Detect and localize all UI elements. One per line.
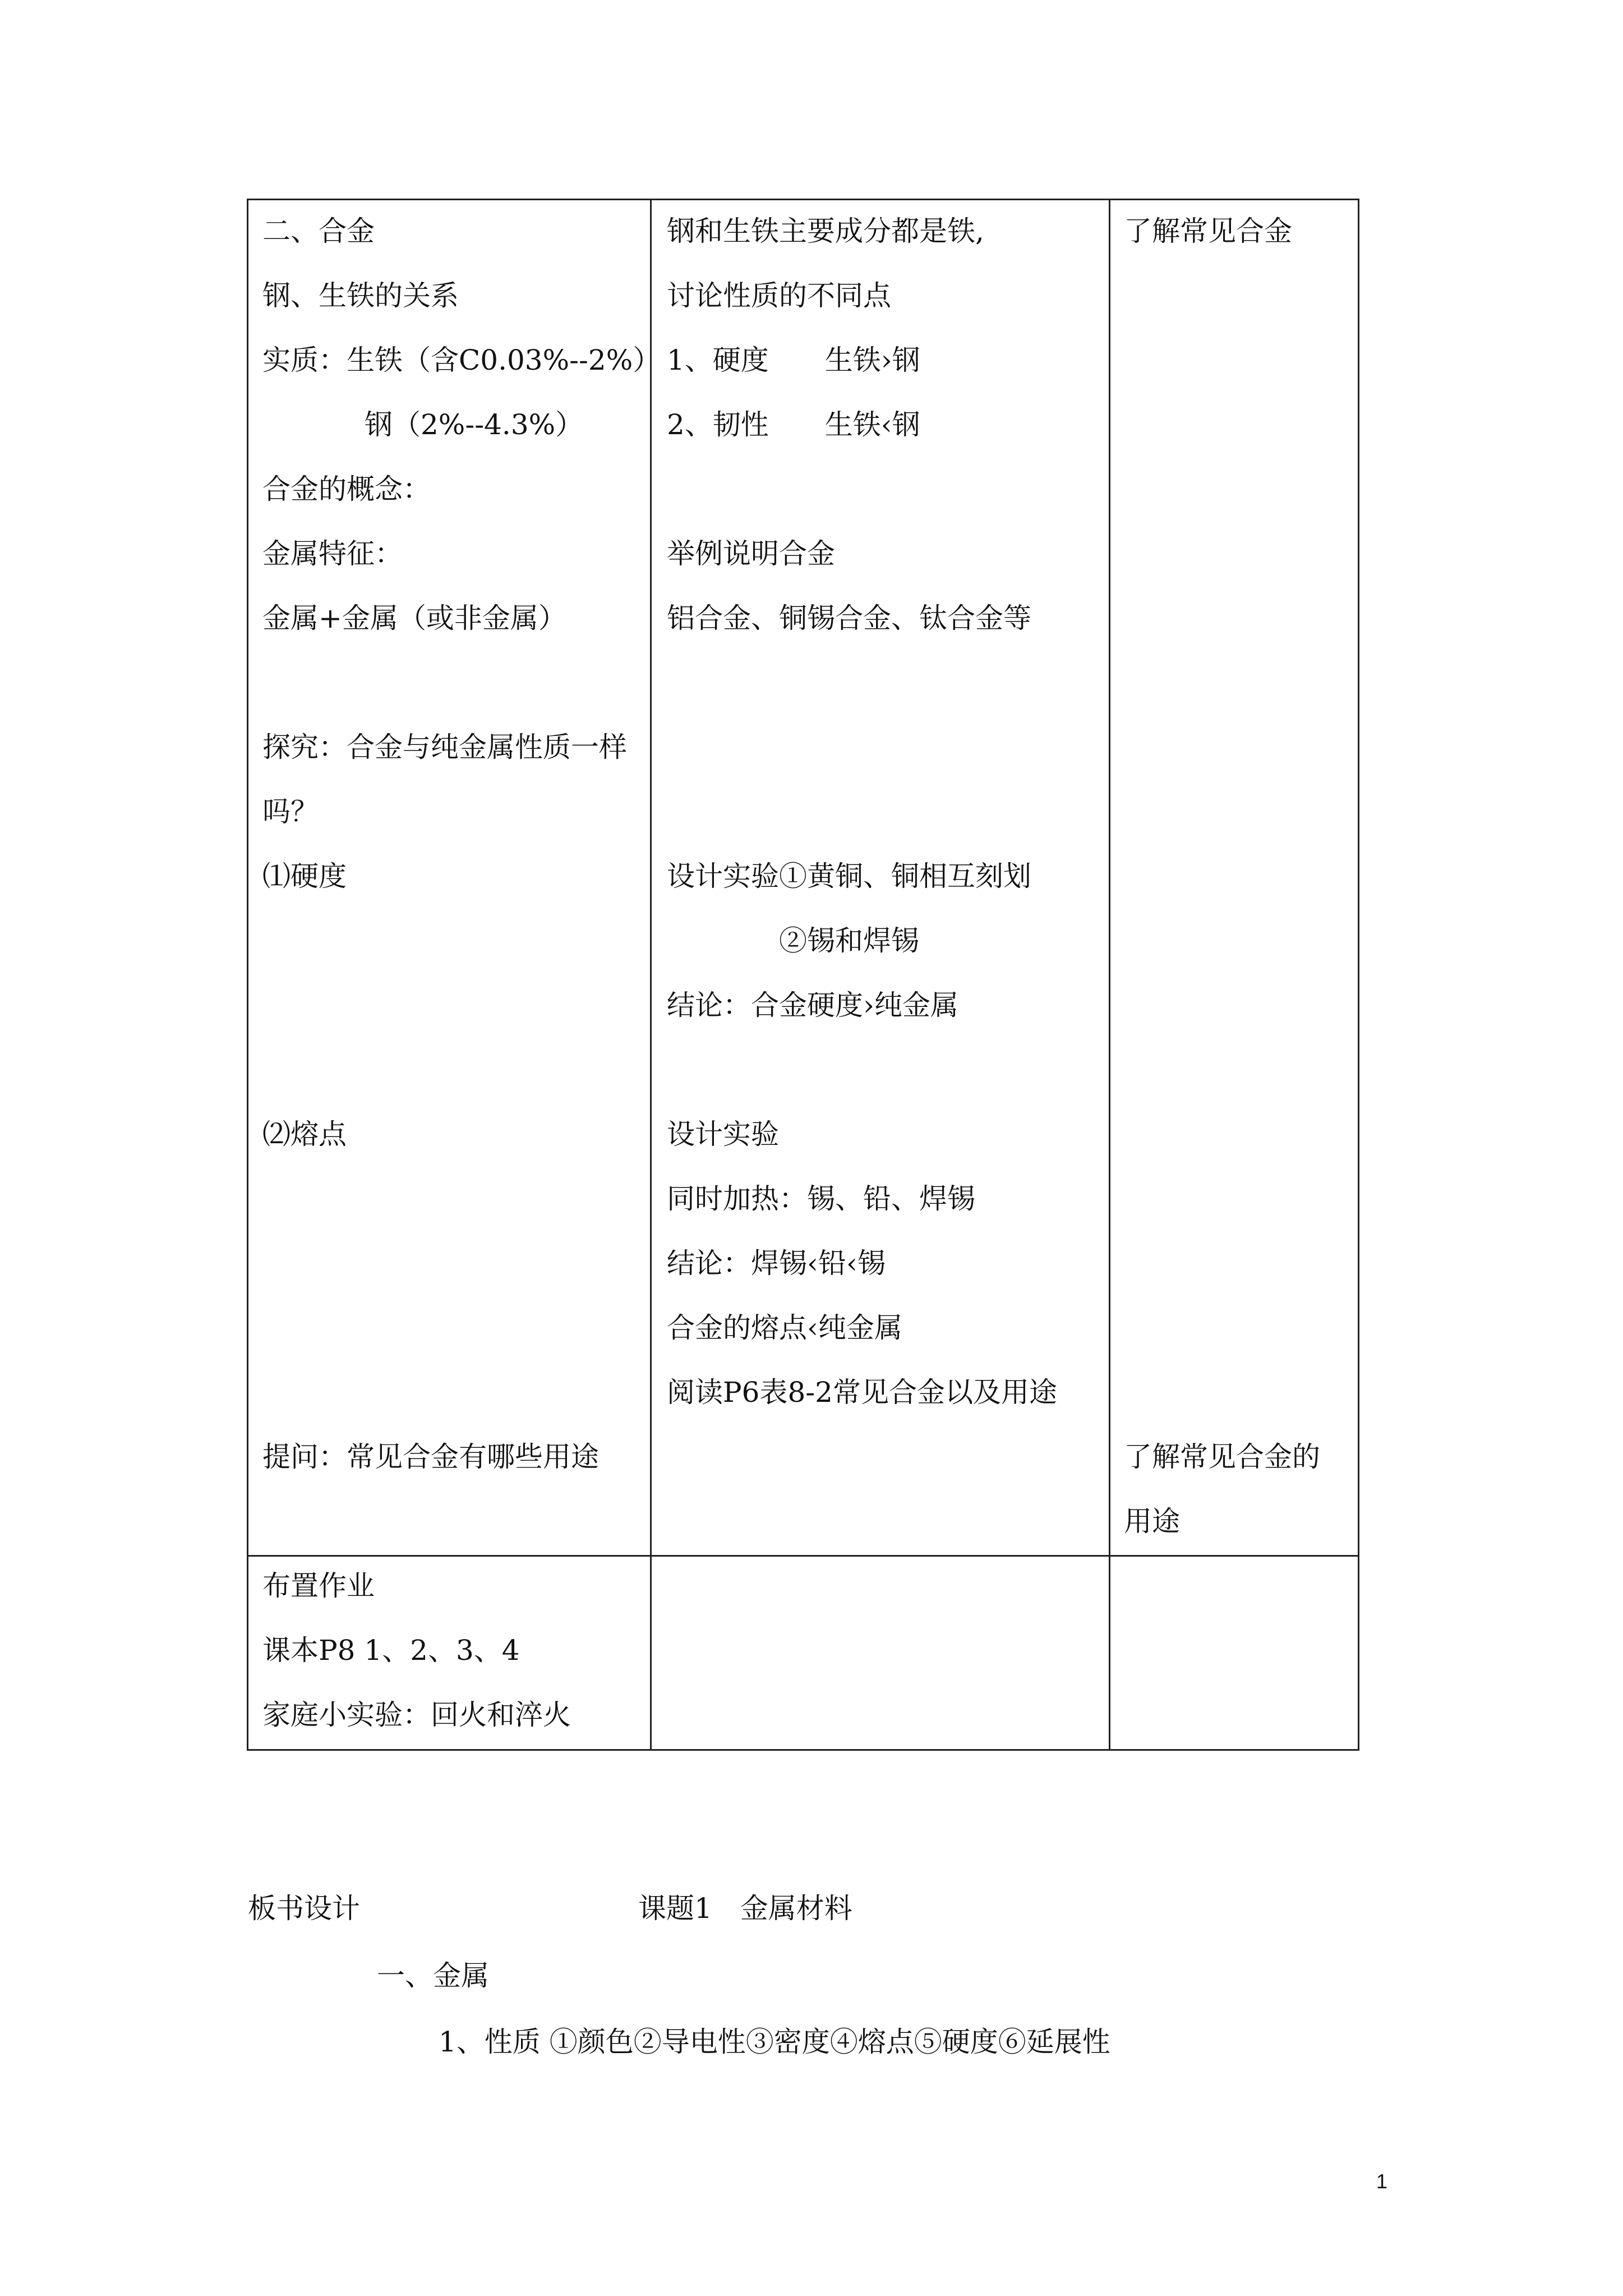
table-col-divider-2 [1109,199,1110,1751]
cell-text: 合金的熔点‹纯金属 [667,1312,902,1344]
cell-text: 设计实验①黄铜、铜相互刻划 [667,860,1031,892]
cell-text: 吗？ [262,795,319,828]
cell-text: ②锡和焊锡 [779,924,919,957]
table-bottom-border [247,1749,1359,1751]
cell-text: 举例说明合金 [667,537,835,570]
table-left-border [247,199,248,1751]
cell-text: 二、合金 [262,215,375,247]
cell-text: 布置作业 [262,1570,375,1602]
cell-text: 同时加热：锡、铅、焊锡 [667,1182,975,1215]
cell-text: 结论：合金硬度›纯金属 [667,989,958,1022]
cell-text: 钢和生铁主要成分都是铁, [667,215,984,247]
cell-text: 设计实验 [667,1118,779,1151]
page-number: 1 [1376,2170,1388,2193]
cell-text: 合金的概念： [262,473,431,505]
cell-text: 探究：合金与纯金属性质一样 [262,731,627,763]
cell-text: 金属特征： [262,537,403,570]
cell-text: ⑵熔点 [262,1118,347,1151]
cell-text: 课本P8 1、2、3、4 [262,1634,520,1667]
cell-text: 金属+金属（或非金属） [262,602,566,634]
cell-text: 1、硬度 生铁›钢 [667,344,920,376]
cell-text: 家庭小实验：回火和淬火 [262,1699,571,1731]
cell-text: 结论：焊锡‹铅‹锡 [667,1247,886,1280]
board-design-label: 板书设计 [248,1892,360,1925]
cell-text: 实质：生铁（含C0.03%--2%） [262,344,661,376]
cell-text: 阅读P6表8-2常见合金以及用途 [667,1376,1057,1409]
cell-text: 2、韧性 生铁‹钢 [667,408,920,441]
cell-text: 了解常见合金 [1124,215,1292,247]
cell-text: 用途 [1124,1505,1180,1538]
cell-text: ⑴硬度 [262,860,347,892]
table-top-border [247,199,1359,200]
lesson-title: 课题1 金属材料 [638,1892,852,1925]
cell-text: 钢（2%--4.3%） [365,408,584,441]
board-item: 1、性质 ①颜色②导电性③密度④熔点⑤硬度⑥延展性 [439,2026,1110,2058]
cell-text: 铝合金、铜锡合金、钛合金等 [667,602,1031,634]
cell-text: 了解常见合金的 [1124,1441,1320,1473]
table-row-divider [247,1555,1359,1557]
cell-text: 讨论性质的不同点 [667,279,891,312]
table-right-border [1358,199,1359,1751]
cell-text: 钢、生铁的关系 [262,279,459,312]
cell-text: 提问：常见合金有哪些用途 [262,1441,599,1473]
table-col-divider-1 [650,199,652,1751]
board-section-heading: 一、金属 [377,1959,489,1992]
